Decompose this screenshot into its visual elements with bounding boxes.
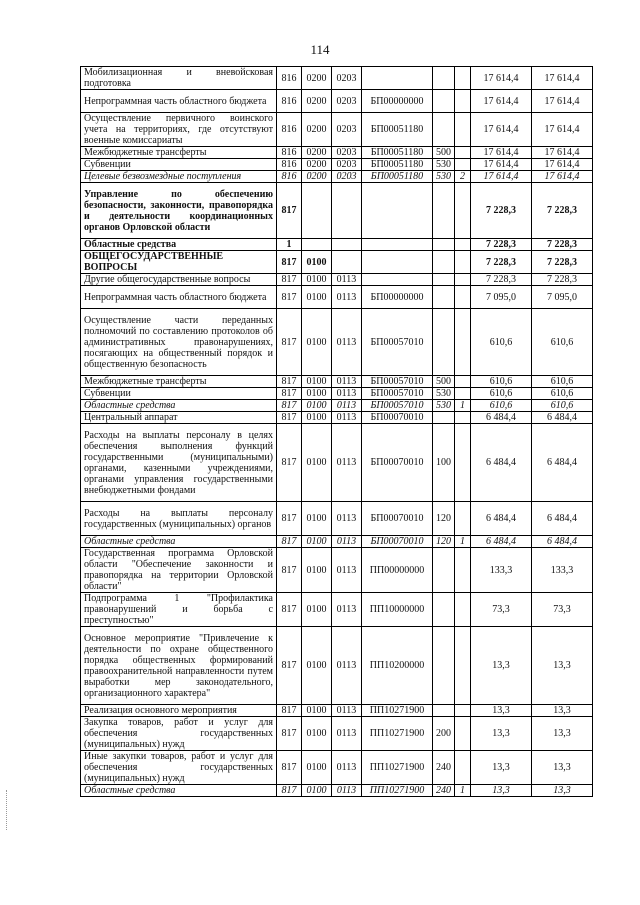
amount-total-cell: 17 614,4 <box>532 171 593 183</box>
ministry-code-cell: 817 <box>277 376 302 388</box>
ministry-code-cell: 1 <box>277 239 302 251</box>
target-article-cell: ПП10271900 <box>362 785 433 797</box>
amount-cell: 610,6 <box>471 400 532 412</box>
source-code-cell <box>455 90 471 113</box>
target-article-cell: БП00000000 <box>362 286 433 309</box>
ministry-code-cell: 816 <box>277 90 302 113</box>
amount-total-cell: 610,6 <box>532 376 593 388</box>
target-article-cell: БП00051180 <box>362 113 433 147</box>
ministry-code-cell: 816 <box>277 67 302 90</box>
subsection-code-cell: 0203 <box>332 67 362 90</box>
amount-cell: 13,3 <box>471 627 532 705</box>
subsection-code-cell: 0113 <box>332 548 362 593</box>
row-name-cell: Управление по обеспечению безопасности, законности, правопорядка и деятельности координационных органов Орловской области <box>81 183 277 239</box>
target-article-cell: БП00051180 <box>362 171 433 183</box>
target-article-cell: БП00051180 <box>362 159 433 171</box>
subsection-code-cell: 0113 <box>332 536 362 548</box>
amount-total-cell: 17 614,4 <box>532 113 593 147</box>
table-row <box>81 751 593 785</box>
amount-total-cell: 13,3 <box>532 705 593 717</box>
row-name-cell: Субвенции <box>81 388 277 400</box>
section-code-cell: 0200 <box>302 90 332 113</box>
amount-total-cell: 7 228,3 <box>532 274 593 286</box>
source-code-cell <box>455 183 471 239</box>
amount-cell: 13,3 <box>471 785 532 797</box>
amount-cell: 7 095,0 <box>471 286 532 309</box>
amount-total-cell: 17 614,4 <box>532 67 593 90</box>
source-code-cell: 1 <box>455 400 471 412</box>
section-code-cell: 0200 <box>302 159 332 171</box>
expense-type-cell: 100 <box>433 424 455 502</box>
row-name-cell: Мобилизационная и вневойсковая подготовка <box>81 67 277 90</box>
ministry-code-cell: 816 <box>277 171 302 183</box>
expense-type-cell: 530 <box>433 400 455 412</box>
row-name-cell: Областные средства <box>81 400 277 412</box>
row-name-cell: Непрограммная часть областного бюджета <box>81 286 277 309</box>
expense-type-cell: 200 <box>433 717 455 751</box>
table-row <box>81 705 593 717</box>
row-name-cell: Межбюджетные трансферты <box>81 147 277 159</box>
subsection-code-cell: 0113 <box>332 785 362 797</box>
row-name-cell: Реализация основного мероприятия <box>81 705 277 717</box>
subsection-code-cell: 0113 <box>332 412 362 424</box>
row-name-cell: Межбюджетные трансферты <box>81 376 277 388</box>
subsection-code-cell: 0203 <box>332 159 362 171</box>
subsection-code-cell: 0113 <box>332 388 362 400</box>
amount-cell: 13,3 <box>471 717 532 751</box>
source-code-cell <box>455 239 471 251</box>
expense-type-cell <box>433 548 455 593</box>
source-code-cell <box>455 424 471 502</box>
budget-table <box>80 66 593 797</box>
section-code-cell: 0100 <box>302 751 332 785</box>
row-name-cell: ОБЩЕГОСУДАРСТВЕННЫЕ ВОПРОСЫ <box>81 251 277 274</box>
amount-total-cell: 7 095,0 <box>532 286 593 309</box>
ministry-code-cell: 817 <box>277 705 302 717</box>
amount-total-cell: 6 484,4 <box>532 424 593 502</box>
table-row <box>81 412 593 424</box>
expense-type-cell <box>433 627 455 705</box>
table-row <box>81 90 593 113</box>
subsection-code-cell: 0203 <box>332 171 362 183</box>
source-code-cell <box>455 593 471 627</box>
amount-cell: 17 614,4 <box>471 147 532 159</box>
ministry-code-cell: 817 <box>277 593 302 627</box>
ministry-code-cell: 817 <box>277 785 302 797</box>
target-article-cell: ПП00000000 <box>362 548 433 593</box>
subsection-code-cell: 0113 <box>332 717 362 751</box>
subsection-code-cell <box>332 239 362 251</box>
section-code-cell: 0100 <box>302 627 332 705</box>
row-name-cell: Центральный аппарат <box>81 412 277 424</box>
target-article-cell: ПП10271900 <box>362 717 433 751</box>
target-article-cell <box>362 251 433 274</box>
row-name-cell: Осуществление первичного воинского учета на территориях, где отсутствуют военные комиссариаты <box>81 113 277 147</box>
subsection-code-cell: 0203 <box>332 90 362 113</box>
row-name-cell: Областные средства <box>81 785 277 797</box>
amount-total-cell: 7 228,3 <box>532 183 593 239</box>
subsection-code-cell <box>332 251 362 274</box>
target-article-cell: БП00057010 <box>362 388 433 400</box>
subsection-code-cell: 0113 <box>332 400 362 412</box>
source-code-cell <box>455 286 471 309</box>
ministry-code-cell: 816 <box>277 113 302 147</box>
subsection-code-cell: 0113 <box>332 705 362 717</box>
amount-cell: 610,6 <box>471 309 532 376</box>
section-code-cell: 0200 <box>302 147 332 159</box>
amount-cell: 17 614,4 <box>471 67 532 90</box>
subsection-code-cell: 0113 <box>332 286 362 309</box>
source-code-cell <box>455 113 471 147</box>
amount-cell: 610,6 <box>471 376 532 388</box>
source-code-cell <box>455 67 471 90</box>
expense-type-cell <box>433 90 455 113</box>
source-code-cell <box>455 751 471 785</box>
amount-cell: 6 484,4 <box>471 536 532 548</box>
subsection-code-cell: 0113 <box>332 627 362 705</box>
row-name-cell: Расходы на выплаты персоналу в целях обеспечения выполнения функций государственными (муниципальными) органами, казенными учреждениями, органами управления государственными внебюджетными фондами <box>81 424 277 502</box>
row-name-cell: Непрограммная часть областного бюджета <box>81 90 277 113</box>
source-code-cell <box>455 548 471 593</box>
source-code-cell <box>455 412 471 424</box>
ministry-code-cell: 817 <box>277 536 302 548</box>
amount-cell: 610,6 <box>471 388 532 400</box>
subsection-code-cell: 0113 <box>332 751 362 785</box>
ministry-code-cell: 817 <box>277 309 302 376</box>
source-code-cell <box>455 274 471 286</box>
target-article-cell: ПП10271900 <box>362 751 433 785</box>
section-code-cell: 0200 <box>302 171 332 183</box>
expense-type-cell: 500 <box>433 147 455 159</box>
amount-total-cell: 6 484,4 <box>532 502 593 536</box>
amount-cell: 7 228,3 <box>471 183 532 239</box>
source-code-cell <box>455 502 471 536</box>
target-article-cell: БП00070010 <box>362 536 433 548</box>
amount-total-cell: 7 228,3 <box>532 239 593 251</box>
ministry-code-cell: 817 <box>277 424 302 502</box>
section-code-cell: 0100 <box>302 717 332 751</box>
source-code-cell: 1 <box>455 785 471 797</box>
source-code-cell <box>455 627 471 705</box>
amount-total-cell: 13,3 <box>532 751 593 785</box>
section-code-cell: 0100 <box>302 286 332 309</box>
ministry-code-cell: 817 <box>277 627 302 705</box>
amount-total-cell: 610,6 <box>532 309 593 376</box>
subsection-code-cell <box>332 183 362 239</box>
source-code-cell <box>455 388 471 400</box>
section-code-cell: 0100 <box>302 536 332 548</box>
source-code-cell <box>455 159 471 171</box>
amount-total-cell: 7 228,3 <box>532 251 593 274</box>
ministry-code-cell: 817 <box>277 286 302 309</box>
amount-total-cell: 13,3 <box>532 627 593 705</box>
page-number: 114 <box>310 42 330 57</box>
table-row <box>81 388 593 400</box>
source-code-cell: 2 <box>455 171 471 183</box>
amount-total-cell: 17 614,4 <box>532 147 593 159</box>
table-row <box>81 251 593 274</box>
source-code-cell <box>455 376 471 388</box>
expense-type-cell <box>433 113 455 147</box>
amount-cell: 17 614,4 <box>471 159 532 171</box>
amount-cell: 6 484,4 <box>471 424 532 502</box>
section-code-cell: 0100 <box>302 548 332 593</box>
section-code-cell <box>302 239 332 251</box>
source-code-cell <box>455 147 471 159</box>
expense-type-cell: 530 <box>433 171 455 183</box>
amount-cell: 6 484,4 <box>471 502 532 536</box>
target-article-cell: ПП10200000 <box>362 627 433 705</box>
amount-total-cell: 17 614,4 <box>532 90 593 113</box>
row-name-cell: Другие общегосударственные вопросы <box>81 274 277 286</box>
subsection-code-cell: 0113 <box>332 593 362 627</box>
expense-type-cell: 240 <box>433 785 455 797</box>
section-code-cell: 0100 <box>302 309 332 376</box>
expense-type-cell <box>433 251 455 274</box>
subsection-code-cell: 0113 <box>332 309 362 376</box>
target-article-cell <box>362 183 433 239</box>
table-row <box>81 424 593 502</box>
table-row <box>81 67 593 90</box>
amount-cell: 133,3 <box>471 548 532 593</box>
section-code-cell: 0100 <box>302 593 332 627</box>
section-code-cell: 0100 <box>302 424 332 502</box>
table-row <box>81 785 593 797</box>
amount-total-cell: 13,3 <box>532 785 593 797</box>
table-row <box>81 183 593 239</box>
ministry-code-cell: 817 <box>277 400 302 412</box>
table-row <box>81 593 593 627</box>
amount-total-cell: 13,3 <box>532 717 593 751</box>
target-article-cell: БП00000000 <box>362 90 433 113</box>
row-name-cell: Основное мероприятие "Привлечение к деятельности по охране общественного порядка общественных формирований правоохранительной направленности путем выработки мер законодательного, организационного характера" <box>81 627 277 705</box>
expense-type-cell <box>433 67 455 90</box>
expense-type-cell: 530 <box>433 388 455 400</box>
amount-total-cell: 133,3 <box>532 548 593 593</box>
section-code-cell: 0100 <box>302 785 332 797</box>
ministry-code-cell: 817 <box>277 751 302 785</box>
expense-type-cell <box>433 286 455 309</box>
target-article-cell: БП00057010 <box>362 309 433 376</box>
expense-type-cell <box>433 593 455 627</box>
ministry-code-cell: 817 <box>277 502 302 536</box>
row-name-cell: Подпрограмма 1 "Профилактика правонарушений и борьба с преступностью" <box>81 593 277 627</box>
row-name-cell: Расходы на выплаты персоналу государственных (муниципальных) органов <box>81 502 277 536</box>
amount-cell: 6 484,4 <box>471 412 532 424</box>
expense-type-cell <box>433 274 455 286</box>
target-article-cell <box>362 239 433 251</box>
ministry-code-cell: 817 <box>277 548 302 593</box>
expense-type-cell <box>433 412 455 424</box>
amount-cell: 73,3 <box>471 593 532 627</box>
ministry-code-cell: 817 <box>277 251 302 274</box>
expense-type-cell <box>433 183 455 239</box>
table-row <box>81 147 593 159</box>
amount-cell: 13,3 <box>471 751 532 785</box>
amount-cell: 17 614,4 <box>471 171 532 183</box>
subsection-code-cell: 0113 <box>332 424 362 502</box>
ministry-code-cell: 817 <box>277 274 302 286</box>
section-code-cell: 0100 <box>302 251 332 274</box>
section-code-cell: 0200 <box>302 113 332 147</box>
section-code-cell: 0100 <box>302 274 332 286</box>
expense-type-cell: 120 <box>433 536 455 548</box>
section-code-cell: 0200 <box>302 67 332 90</box>
table-row <box>81 536 593 548</box>
source-code-cell <box>455 705 471 717</box>
target-article-cell: БП00070010 <box>362 502 433 536</box>
table-row <box>81 376 593 388</box>
subsection-code-cell: 0113 <box>332 376 362 388</box>
section-code-cell: 0100 <box>302 502 332 536</box>
amount-cell: 7 228,3 <box>471 239 532 251</box>
amount-total-cell: 17 614,4 <box>532 159 593 171</box>
source-code-cell <box>455 309 471 376</box>
expense-type-cell <box>433 309 455 376</box>
amount-total-cell: 73,3 <box>532 593 593 627</box>
table-row <box>81 159 593 171</box>
ministry-code-cell: 817 <box>277 388 302 400</box>
row-name-cell: Областные средства <box>81 536 277 548</box>
amount-cell: 7 228,3 <box>471 274 532 286</box>
table-row <box>81 502 593 536</box>
table-row <box>81 286 593 309</box>
row-name-cell: Целевые безвозмездные поступления <box>81 171 277 183</box>
expense-type-cell <box>433 239 455 251</box>
target-article-cell: БП00057010 <box>362 376 433 388</box>
amount-cell: 7 228,3 <box>471 251 532 274</box>
ministry-code-cell: 817 <box>277 412 302 424</box>
source-code-cell: 1 <box>455 536 471 548</box>
ministry-code-cell: 817 <box>277 183 302 239</box>
table-row <box>81 274 593 286</box>
table-row <box>81 309 593 376</box>
section-code-cell: 0100 <box>302 376 332 388</box>
row-name-cell: Закупка товаров, работ и услуг для обеспечения государственных (муниципальных) нужд <box>81 717 277 751</box>
amount-cell: 17 614,4 <box>471 113 532 147</box>
scan-margin-mark <box>6 790 9 830</box>
row-name-cell: Областные средства <box>81 239 277 251</box>
amount-cell: 13,3 <box>471 705 532 717</box>
section-code-cell <box>302 183 332 239</box>
row-name-cell: Иные закупки товаров, работ и услуг для обеспечения государственных (муниципальных) нужд <box>81 751 277 785</box>
target-article-cell: ПП10000000 <box>362 593 433 627</box>
subsection-code-cell: 0113 <box>332 502 362 536</box>
subsection-code-cell: 0203 <box>332 147 362 159</box>
section-code-cell: 0100 <box>302 400 332 412</box>
table-row <box>81 113 593 147</box>
expense-type-cell: 500 <box>433 376 455 388</box>
amount-total-cell: 6 484,4 <box>532 412 593 424</box>
table-row <box>81 239 593 251</box>
source-code-cell <box>455 717 471 751</box>
expense-type-cell: 240 <box>433 751 455 785</box>
target-article-cell: БП00070010 <box>362 424 433 502</box>
source-code-cell <box>455 251 471 274</box>
target-article-cell: ПП10271900 <box>362 705 433 717</box>
amount-total-cell: 6 484,4 <box>532 536 593 548</box>
ministry-code-cell: 816 <box>277 147 302 159</box>
expense-type-cell: 530 <box>433 159 455 171</box>
amount-total-cell: 610,6 <box>532 400 593 412</box>
row-name-cell: Субвенции <box>81 159 277 171</box>
expense-type-cell <box>433 705 455 717</box>
section-code-cell: 0100 <box>302 412 332 424</box>
ministry-code-cell: 817 <box>277 717 302 751</box>
section-code-cell: 0100 <box>302 705 332 717</box>
subsection-code-cell: 0203 <box>332 113 362 147</box>
table-body <box>81 67 593 797</box>
row-name-cell: Государственная программа Орловской области "Обеспечение законности и правопорядка на территории Орловской области" <box>81 548 277 593</box>
target-article-cell: БП00057010 <box>362 400 433 412</box>
row-name-cell: Осуществление части переданных полномочий по составлению протоколов об административных правонарушениях, посягающих на общественный порядок и общественную безопасность <box>81 309 277 376</box>
target-article-cell: БП00070010 <box>362 412 433 424</box>
target-article-cell <box>362 274 433 286</box>
expense-type-cell: 120 <box>433 502 455 536</box>
table-row <box>81 717 593 751</box>
target-article-cell <box>362 67 433 90</box>
table-row <box>81 400 593 412</box>
amount-cell: 17 614,4 <box>471 90 532 113</box>
table-row <box>81 548 593 593</box>
target-article-cell: БП00051180 <box>362 147 433 159</box>
ministry-code-cell: 816 <box>277 159 302 171</box>
table-row <box>81 171 593 183</box>
amount-total-cell: 610,6 <box>532 388 593 400</box>
subsection-code-cell: 0113 <box>332 274 362 286</box>
table-row <box>81 627 593 705</box>
section-code-cell: 0100 <box>302 388 332 400</box>
